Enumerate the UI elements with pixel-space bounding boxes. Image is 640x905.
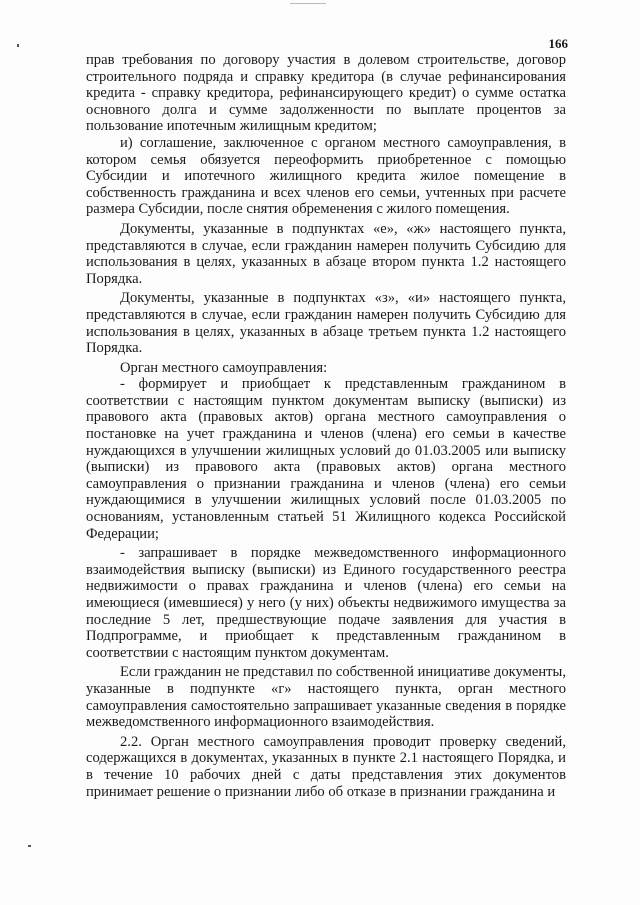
paragraph-requests: - запрашивает в порядке межведомственного информационного взаимодействия выписку (выписки) из Единого государственного реестра недвижимости о правах гражданина и членов (члена) его семьи на имеющиеся (имевшиеся) у него (у них) объекты недвижимого имущества за последние 5 лет, предшествующие подаче заявления для участия в Подпрограмме, и приобщает к представленным гражданином в соответствии с настоящим пунктом документам. (86, 545, 566, 661)
paragraph-if-citizen: Если гражданин не представил по собственной инициативе документы, указанные в подпункте «г» настоящего пункта, орган местного самоуправления самостоятельно запрашивает указанные сведения в порядке межведомственного информационного взаимодействия. (86, 664, 566, 731)
scan-artifact (17, 44, 19, 47)
scan-artifact (28, 845, 31, 847)
scan-artifact (290, 3, 326, 4)
page-number: 166 (548, 36, 568, 51)
paragraph-continuation: прав требования по договору участия в долевом строительстве, договор строительного подряда и справку кредитора (в случае рефинансирования кредита - справку кредитора, рефинансирующего кредит) о сумме остатка основного долга и сумме задолженности по выплате процентов за пользование ипотечным жилищным кредитом; (86, 52, 566, 135)
paragraph-documents-z-i: Документы, указанные в подпунктах «з», «и» настоящего пункта, представляются в случае, если гражданин намерен получить Субсидию для использования в целях, указанных в абзаце третьем пункта 1.2 настоящего Порядка. (86, 290, 566, 357)
document-body (86, 52, 566, 800)
paragraph-subitem-i: и) соглашение, заключенное с органом местного самоуправления, в котором семья обязуется переоформить приобретенное с помощью Субсидии и ипотечного жилищного кредита жилое помещение в собственность гражданина и всех членов его семьи, учтенных при расчете размера Субсидии, после снятия обременения с жилого помещения. (86, 134, 566, 218)
paragraph-documents-e-zh: Документы, указанные в подпунктах «е», «ж» настоящего пункта, представляются в случае, если гражданин намерен получить Субсидию для использования в целях, указанных в абзаце втором пункта 1.2 настоящего Порядка. (86, 220, 566, 287)
paragraph-2-2: 2.2. Орган местного самоуправления проводит проверку сведений, содержащихся в документах, указанных в пункте 2.1 настоящего Порядка, и в течение 10 рабочих дней с даты представления этих документов принимает решение о признании либо об отказе в признании гражданина и (86, 733, 566, 800)
paragraph-forms-and-attaches: - формирует и приобщает к представленным гражданином в соответствии с настоящим пунктом документам выписку (выписки) из правового акта (правовых актов) органа местного самоуправления о постановке на учет гражданина и членов (члена) его семьи в качестве нуждающихся в улучшении жилищных условий до 01.03.2005 или выписку (выписки) из правового акта (правовых актов) органа местного самоуправления о признании гражданина и членов (члена) его семьи нуждающимися в улучшении жилищных условий после 01.03.2005 по основаниям, установленным статьей 51 Жилищного кодекса Российской Федерации; (86, 376, 566, 542)
paragraph-local-authority: Орган местного самоуправления: (120, 359, 328, 376)
